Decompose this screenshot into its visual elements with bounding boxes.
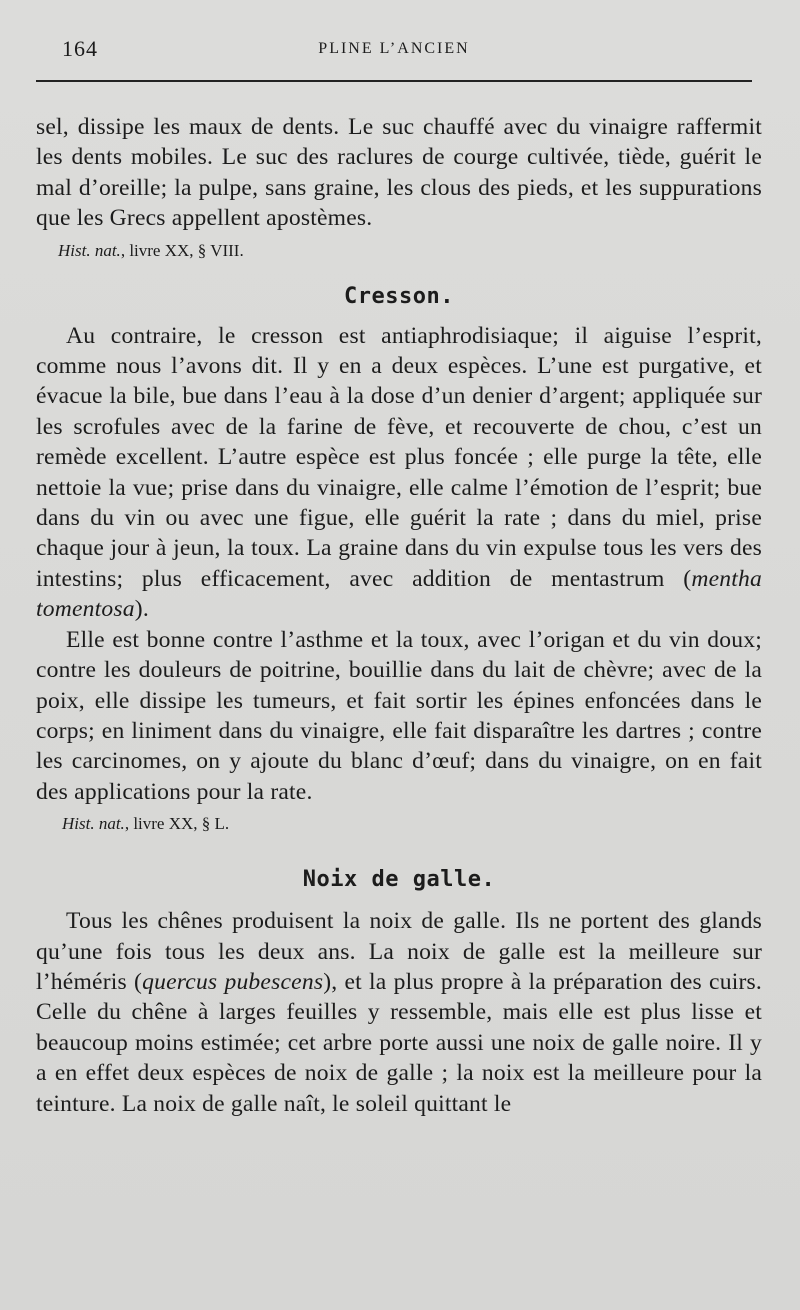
reference-location: , livre XX, § L. <box>124 814 230 834</box>
intro-paragraph: sel, dissipe les maux de dents. Le suc chauffé avec du vinaigre raffermit les dents mobiles. Le suc des raclures de courge cultivée, tiède, guérit le mal d’oreille; la pulpe, sans graine, les clous des pieds, et les suppurations que les Grecs appellent apostèmes. <box>36 114 762 232</box>
noix-text-before: Tous les chênes produisent la noix de galle. Ils ne portent des glands qu’une fois tous les deux ans. La noix de galle est la meilleure sur l’héméris ( <box>36 908 762 995</box>
cresson-reference <box>36 811 762 837</box>
cresson-paragraph-1-text: Au contraire, le cresson est antiaphrodisiaque; il aiguise l’esprit, comme nous l’avons dit. Il y en a deux espèces. L’une est purgative, et évacue la bile, bue dans l’eau à la dose d’un denier d’argent; appliquée sur les scrofules avec de la farine de fève, et recouverte de chou, c’est un remède excellent. L’autre espèce est plus foncée ; elle purge la tête, elle nettoie la vue; prise dans du vinaigre, elle calme l’émotion de l’esprit; bue dans du vin ou avec une figue, elle guérit la rate ; dans du miel, prise chaque jour à jeun, la toux. La graine dans du vin expulse tous les vers des intestins; plus efficacement, avec addition de mentastrum ( <box>36 322 762 592</box>
page-content <box>36 112 762 1119</box>
reference-work: Hist. nat. <box>62 814 125 834</box>
page-header <box>36 36 752 76</box>
cresson-paragraph-1-end: ). <box>134 596 149 623</box>
page-number: 164 <box>62 36 98 61</box>
reference-work: Hist. nat. <box>58 240 121 260</box>
cresson-paragraph-2: Elle est bonne contre l’asthme et la toux, avec l’origan et du vin doux; contre les douleurs de poitrine, bouillie dans du lait de chèvre; avec de la poix, elle dissipe les tumeurs, et fait sortir les épines enfoncées dans le corps; en liniment dans du vinaigre, elle fait disparaître les dartres ; contre les carcinomes, on y ajoute du blanc d’œuf; dans du vinaigre, on en fait des applications pour la rate. <box>36 626 762 805</box>
cresson-paragraph-1 <box>36 321 762 625</box>
noix-text-after: ), et la plus propre à la préparation des cuirs. Celle du chêne à larges feuilles y ressemble, mais elle est plus lisse et beaucoup moins estimée; cet arbre porte aussi une noix de galle noire. Il y a en effet deux espèces de noix de galle ; la noix est la meilleure pour la teinture. La noix de galle naît, le soleil quittant le <box>36 968 763 1117</box>
reference-location: , livre XX, § VIII. <box>120 240 244 260</box>
cresson-paragraph-1-italic: mentha tomentosa <box>36 565 762 623</box>
header-rule <box>36 80 752 82</box>
running-title: PLINE L’ANCIEN <box>318 40 470 57</box>
noix-de-galle-paragraph <box>36 906 762 1119</box>
section-title-noix-de-galle: Noix de galle. <box>302 867 496 893</box>
intro-reference <box>36 238 762 264</box>
noix-italic: quercus pubescens <box>142 968 324 995</box>
section-title-cresson: Cresson. <box>344 283 454 309</box>
